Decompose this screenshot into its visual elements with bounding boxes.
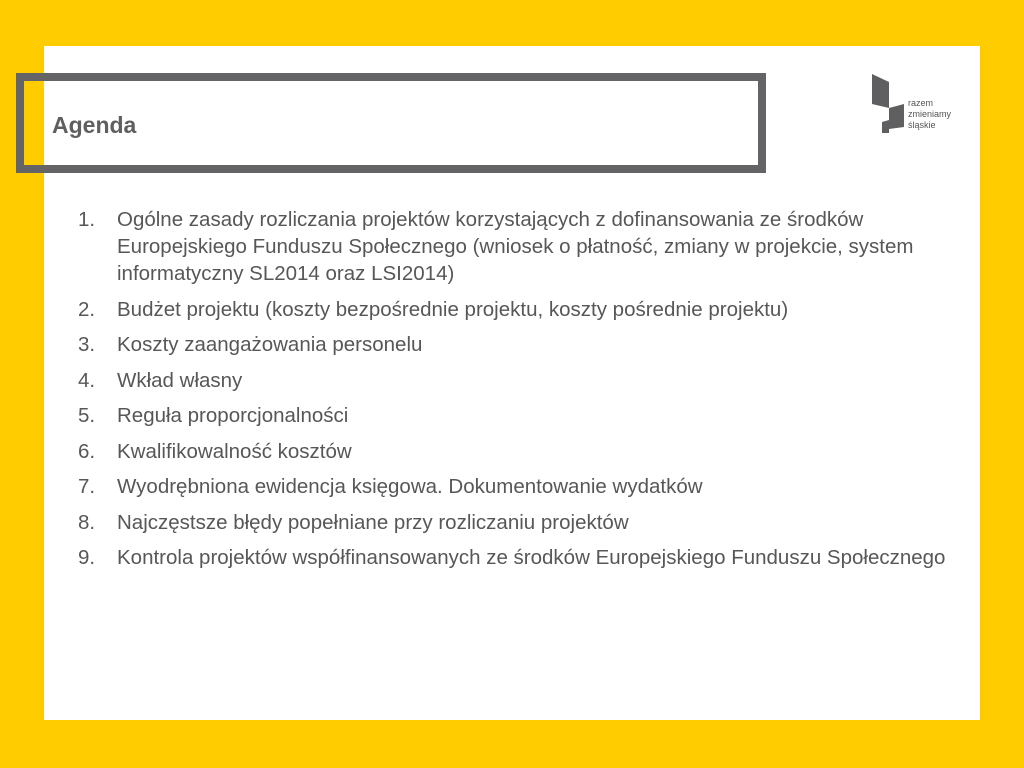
title-frame-inner <box>52 81 758 165</box>
logo-line-2: zmieniamy <box>908 109 952 119</box>
item-text: Wyodrębniona ewidencja księgowa. Dokumentowanie wydatków <box>117 475 703 498</box>
agenda-item <box>78 544 958 571</box>
item-number: 8. <box>78 510 96 534</box>
agenda-item <box>78 402 958 429</box>
logo-line-3: śląskie <box>908 120 936 130</box>
item-number: 7. <box>78 475 96 498</box>
item-text: Budżet projektu (koszty bezpośrednie projektu, koszty pośrednie projektu) <box>117 297 789 321</box>
item-text: Kwalifikowalność kosztów <box>117 439 352 463</box>
item-text: Koszty zaangażowania personelu <box>117 333 423 356</box>
item-text: Kontrola projektów współfinansowanych ze środków Europejskiego Funduszu Społecznego <box>117 546 946 569</box>
item-number: 9. <box>78 546 96 569</box>
agenda-item <box>78 473 958 500</box>
item-number: 1. <box>78 208 96 231</box>
item-text: Wkład własny <box>117 368 243 392</box>
agenda-item <box>78 331 958 358</box>
agenda-item <box>78 438 958 465</box>
item-text: Ogólne zasady rozliczania projektów korzystających z dofinansowania ze środków Europejskiego Funduszu Społecznego (wniosek o płatność, zmiany w projekcie, system informatyczny SL2014 oraz LSI2014) <box>117 208 914 285</box>
item-number: 2. <box>78 297 96 321</box>
item-text: Najczęstsze błędy popełniane przy rozliczaniu projektów <box>117 510 629 534</box>
logo-line-1: razem <box>908 98 934 108</box>
logo-shapes-icon <box>870 72 906 138</box>
item-text: Reguła proporcjonalności <box>117 404 349 427</box>
item-number: 3. <box>78 333 96 356</box>
agenda-item <box>78 296 958 323</box>
agenda-list <box>78 206 958 580</box>
agenda-item <box>78 509 958 536</box>
slide-title: Agenda <box>52 112 137 138</box>
agenda-item <box>78 367 958 394</box>
item-number: 6. <box>78 439 96 463</box>
logo <box>870 72 970 142</box>
item-number: 5. <box>78 404 96 427</box>
item-number: 4. <box>78 368 96 392</box>
logo-text <box>908 98 951 131</box>
agenda-item <box>78 206 958 287</box>
